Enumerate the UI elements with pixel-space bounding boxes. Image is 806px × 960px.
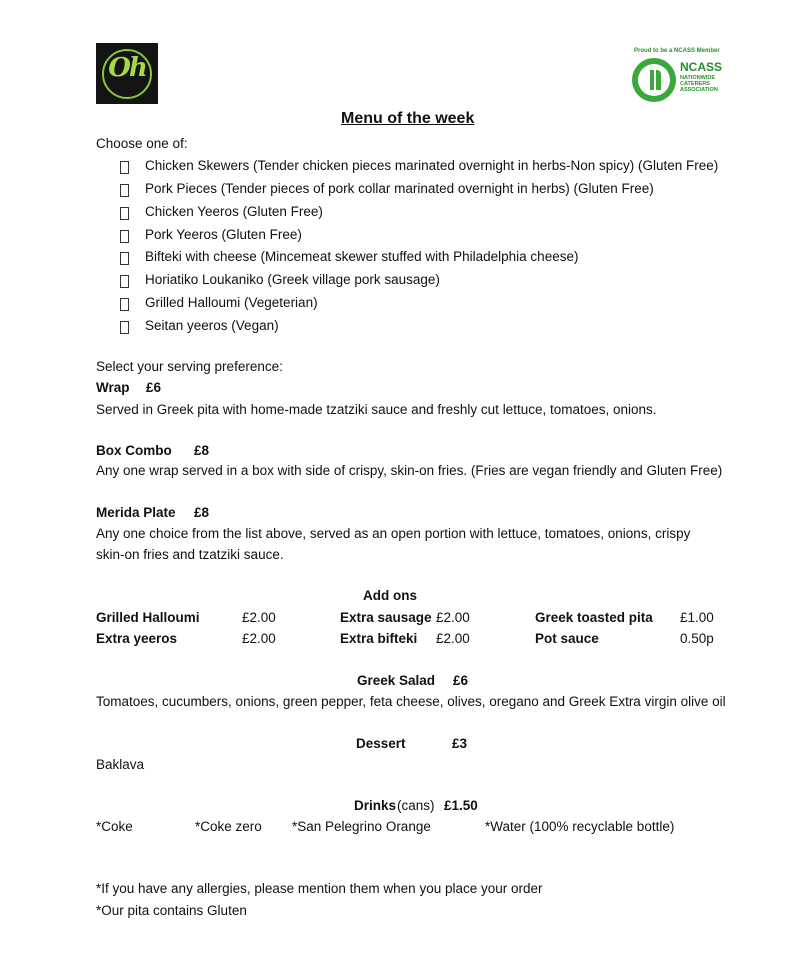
drinks-name: Drinks xyxy=(354,798,397,813)
salad-desc: Tomatoes, cucumbers, onions, green pepper, feta cheese, olives, oregano and Greek Extra virgin olive oil xyxy=(96,694,726,709)
addon-price: £2.00 xyxy=(242,631,276,646)
plate-desc-line1: Any one choice from the list above, served as an open portion with lettuce, tomatoes, onions, crispy xyxy=(96,526,691,541)
addon-price: 0.50p xyxy=(680,631,714,646)
page-title: Menu of the week xyxy=(341,110,475,127)
choose-label: Choose one of: xyxy=(96,136,188,151)
drink-item: *Water (100% recyclable bottle) xyxy=(485,819,675,834)
ncass-line: CATERERS xyxy=(680,81,710,87)
addon-price: £1.00 xyxy=(680,610,714,625)
choice-label: Seitan yeeros (Vegan) xyxy=(145,318,279,333)
addon-name: Grilled Halloumi xyxy=(96,610,200,625)
box-desc: Any one wrap served in a box with side of crispy, skin-on fries. (Fries are vegan friendly and Gluten Free) xyxy=(96,463,723,478)
addon-name: Extra yeeros xyxy=(96,631,178,646)
ncass-member-text: Proud to be a NCASS Member xyxy=(634,48,720,54)
list-item xyxy=(120,205,129,220)
drinks-price: £1.50 xyxy=(444,798,478,813)
checkbox-icon xyxy=(120,207,129,220)
addon-price: £2.00 xyxy=(242,610,276,625)
checkbox-icon xyxy=(120,298,129,311)
serving-label: Select your serving preference: xyxy=(96,359,283,374)
footnote: *If you have any allergies, please mention them when you place your order xyxy=(96,881,543,896)
plate-price: £8 xyxy=(194,505,210,520)
drinks-note: (cans) xyxy=(397,798,435,813)
checkbox-icon xyxy=(120,184,129,197)
drink-item: *San Pelegrino Orange xyxy=(292,819,431,834)
addon-price: £2.00 xyxy=(436,631,470,646)
checkbox-icon xyxy=(120,252,129,265)
list-item xyxy=(120,182,129,197)
plate-desc-line2: skin-on fries and tzatziki sauce. xyxy=(96,547,284,562)
wrap-price: £6 xyxy=(146,380,162,395)
choice-label: Pork Yeeros (Gluten Free) xyxy=(145,227,302,242)
wrap-desc: Served in Greek pita with home-made tzatziki sauce and freshly cut lettuce, tomatoes, onions. xyxy=(96,402,657,417)
drink-item: *Coke xyxy=(96,819,133,834)
list-item xyxy=(120,159,129,174)
list-item xyxy=(120,319,129,334)
choice-label: Chicken Skewers (Tender chicken pieces marinated overnight in herbs-Non spicy) (Gluten Free) xyxy=(145,158,719,173)
box-price: £8 xyxy=(194,443,210,458)
oh-logo xyxy=(96,43,158,104)
addon-name: Pot sauce xyxy=(535,631,599,646)
addon-name: Greek toasted pita xyxy=(535,610,653,625)
ncass-logo xyxy=(630,48,726,106)
addons-heading: Add ons xyxy=(363,588,417,603)
ncass-cutlery-icon xyxy=(632,58,676,102)
dessert-item: Baklava xyxy=(96,757,145,772)
list-item xyxy=(120,250,129,265)
dessert-name: Dessert xyxy=(356,736,406,751)
ncass-name: NCASS xyxy=(680,60,723,74)
addon-name: Extra bifteki xyxy=(340,631,418,646)
drink-item: *Coke zero xyxy=(195,819,262,834)
salad-name: Greek Salad xyxy=(357,673,436,688)
ncass-line: NATIONWIDE xyxy=(680,75,716,81)
checkbox-icon xyxy=(120,321,129,334)
choice-label: Horiatiko Loukaniko (Greek village pork sausage) xyxy=(145,272,440,287)
ncass-line: ASSOCIATION xyxy=(680,87,718,93)
choice-label: Pork Pieces (Tender pieces of pork collar marinated overnight in herbs) (Gluten Free) xyxy=(145,181,654,196)
footnote: *Our pita contains Gluten xyxy=(96,903,247,918)
choice-label: Chicken Yeeros (Gluten Free) xyxy=(145,204,323,219)
choice-label: Bifteki with cheese (Mincemeat skewer stuffed with Philadelphia cheese) xyxy=(145,249,579,264)
salad-price: £6 xyxy=(453,673,469,688)
addon-price: £2.00 xyxy=(436,610,470,625)
wrap-name: Wrap xyxy=(96,380,130,395)
list-item xyxy=(120,228,129,243)
box-name: Box Combo xyxy=(96,443,172,458)
plate-name: Merida Plate xyxy=(96,505,176,520)
dessert-price: £3 xyxy=(452,736,468,751)
choice-label: Grilled Halloumi (Vegeterian) xyxy=(145,295,318,310)
checkbox-icon xyxy=(120,275,129,288)
checkbox-icon xyxy=(120,230,129,243)
list-item xyxy=(120,296,129,311)
addon-name: Extra sausage xyxy=(340,610,432,625)
checkbox-icon xyxy=(120,161,129,174)
list-item xyxy=(120,273,129,288)
logo-text: Oh xyxy=(108,53,146,83)
